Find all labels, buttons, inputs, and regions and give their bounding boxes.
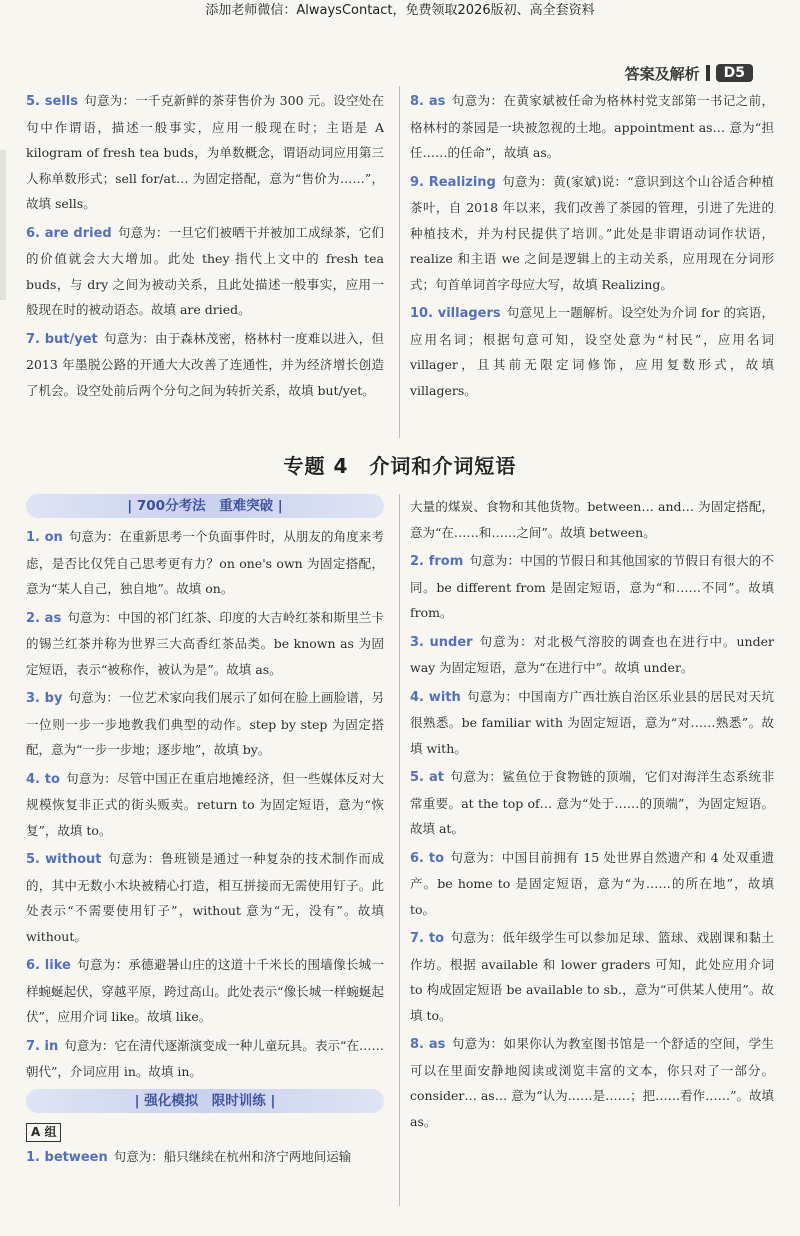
answer-text: 句意为：如果你认为教室图书馆是一个舒适的空间，学生可以在里面安静地阅读或浏览丰富的文本，你只对了一部分。consider… as… 意为“认为……是……；把……看作……”。故填 as。 bbox=[410, 1036, 774, 1129]
answer-number: 2. as bbox=[26, 610, 62, 626]
answer-text: 句意为：鲨鱼位于食物链的顶端，它们对海洋生态系统非常重要。at the top of… 意为“处于……的顶端”，为固定短语。故填 at。 bbox=[410, 769, 774, 836]
answer-text: 句意为：在重新思考一个负面事件时，从朋友的角度来考虑，是否比仅凭自己思考更有力？on one's own 为固定搭配，意为“某人自己，独自地”。故填 on。 bbox=[26, 529, 384, 596]
answer-text: 句意为：中国南方广西壮族自治区乐业县的居民对天坑很熟悉。be familiar with 为固定短语，意为“对……熟悉”。故填 with。 bbox=[410, 688, 774, 756]
column-divider-top bbox=[399, 86, 400, 438]
answer-number: 1. on bbox=[26, 530, 63, 545]
page-edge-shadow bbox=[0, 150, 6, 300]
answer-item bbox=[410, 925, 774, 1028]
answer-item bbox=[26, 1144, 384, 1171]
section-band-key-points: | 700分考法 重难突破 | bbox=[26, 494, 384, 518]
answer-number: 3. by bbox=[26, 691, 63, 706]
top-left-column bbox=[26, 88, 384, 406]
answer-item bbox=[410, 764, 774, 842]
answer-text: 句意为：一旦它们被晒干并被加工成绿茶，它们的价值就会大大增加。此处 they 指代上文中的 fresh tea buds，与 dry 之间为被动关系，且此处描述一般事实，应用一般现在时的被动语态。故填 are dried。 bbox=[26, 224, 384, 317]
answer-text: 句意为：低年级学生可以参加足球、篮球、戏剧课和黏土作坊。根据 available 和 lower graders 可知，此处应用介词 to 构成固定短语 be available to sb.，意为“可供某人使用”。故填 to。 bbox=[410, 930, 774, 1023]
page-badge: D5 bbox=[716, 64, 753, 82]
header-title: 答案及解析 bbox=[624, 64, 700, 83]
answer-item bbox=[410, 300, 774, 403]
answer-item bbox=[26, 605, 384, 683]
answer-item bbox=[410, 494, 774, 545]
answer-item bbox=[26, 326, 384, 404]
answer-number: 8. as bbox=[410, 1037, 446, 1052]
answer-item bbox=[26, 220, 384, 323]
page-header bbox=[625, 62, 753, 84]
answer-text: 句意为：鲁班锁是通过一种复杂的技术制作而成的，其中无数小木块被精心打造，相互拼接而无需使用钉子。此处表示“不需要使用钉子”，without 意为“无，没有”。故填 without。 bbox=[26, 851, 384, 944]
answer-text: 大量的煤炭、食物和其他货物。between… and… 为固定搭配，意为“在……和……之间”。故填 between。 bbox=[410, 499, 774, 540]
answer-number: 7. to bbox=[410, 931, 445, 946]
answer-item bbox=[26, 685, 384, 763]
answer-number: 7. in bbox=[26, 1038, 59, 1054]
answer-number: 4. with bbox=[410, 689, 461, 705]
answer-item bbox=[410, 169, 774, 298]
group-label: A 组 bbox=[26, 1123, 61, 1142]
answer-text: 句意为：在黄家斌被任命为格林村党支部第一书记之前，格林村的茶园是一块被忽视的土地。appointment as… 意为“担任……的任命”，故填 as。 bbox=[410, 93, 774, 160]
answer-item bbox=[26, 88, 384, 217]
answer-number: 5. without bbox=[26, 852, 102, 867]
answer-number: 5. sells bbox=[26, 94, 78, 109]
answer-item bbox=[410, 88, 774, 166]
bottom-left-column bbox=[26, 494, 384, 1174]
column-divider-bottom bbox=[399, 494, 400, 1206]
answer-number: 10. villagers bbox=[410, 306, 501, 321]
answer-item bbox=[26, 524, 384, 602]
answer-text: 句意为：承德避暑山庄的这道十千米长的围墙像长城一样蜿蜒起伏，穿越平原，跨过高山。此处表示“像长城一样蜿蜒起伏”，应用介词 like。故填 like。 bbox=[26, 957, 384, 1024]
answer-item bbox=[410, 629, 774, 681]
answer-item bbox=[26, 952, 384, 1030]
answer-item bbox=[410, 1031, 774, 1134]
answer-text: 句意为：由于森林茂密，格林村一度难以进入，但 2013 年墨脱公路的开通大大改善了连通性，并为经济增长创造了机会。设空处前后两个分句之间为转折关系，故填 but/yet。 bbox=[26, 330, 384, 398]
answer-text: 句意为：尽管中国正在重启地摊经济，但一些媒体反对大规模恢复非正式的街头贩卖。return to 为固定短语，意为“恢复”，故填 to。 bbox=[26, 770, 384, 838]
answer-text: 句意为：它在清代逐渐演变成一种儿童玩具。表示“在……朝代”，介词应用 in。故填 in。 bbox=[26, 1037, 384, 1079]
answer-text: 句意见上一题解析。设空处为介词 for 的宾语，应用名词；根据句意可知，设空处意为“村民”，应用名词 villager，且其前无限定词修饰，应用复数形式，故填 villagers。 bbox=[410, 305, 774, 398]
top-right-column bbox=[410, 88, 774, 406]
answer-text: 句意为：对北极气溶胶的调查也在进行中。under way 为固定短语，意为“在进行中”。故填 under。 bbox=[410, 633, 774, 675]
answer-number: 6. are dried bbox=[26, 225, 112, 241]
answer-item bbox=[410, 548, 774, 626]
answer-text: 句意为：黄(家斌)说：“意识到这个山谷适合种植茶叶，自 2018 年以来，我们改善了茶园的管理，引进了先进的种植技术，并为村民提供了培训。”此处是非谓语动词作状语，realize 和主语 we 之间是逻辑上的主动关系，应用现在分词形式；句首单词首字母应大写，故填 Realizing。 bbox=[410, 173, 774, 292]
answer-number: 6. like bbox=[26, 958, 71, 973]
answer-number: 5. at bbox=[410, 770, 444, 785]
answer-item bbox=[26, 846, 384, 949]
answer-text: 句意为：中国的祁门红茶、印度的大吉岭红茶和斯里兰卡的锡兰红茶并称为世界三大高香红茶品类。be known as 为固定短语，表示“被称作，被认为是”。故填 as。 bbox=[26, 609, 384, 677]
answer-item bbox=[26, 1033, 384, 1085]
answer-number: 6. to bbox=[410, 850, 445, 866]
section-band-practice: | 强化模拟 限时训练 | bbox=[26, 1089, 384, 1113]
answer-number: 2. from bbox=[410, 554, 464, 569]
answer-number: 4. to bbox=[26, 771, 60, 787]
header-divider bbox=[706, 65, 710, 81]
answer-item bbox=[26, 766, 384, 844]
answer-text: 句意为：中国的节假日和其他国家的节假日有很大的不同。be different from 是固定短语，意为“和……不同”。故填 from。 bbox=[410, 553, 774, 620]
answer-item bbox=[410, 684, 774, 762]
answer-item bbox=[410, 845, 774, 923]
answer-text: 句意为：船只继续在杭州和济宁两地间运输 bbox=[113, 1149, 352, 1164]
answer-number: 7. but/yet bbox=[26, 331, 98, 347]
top-banner: 添加老师微信：AlwaysContact，免费领取2026版初、高全套资料 bbox=[205, 3, 595, 18]
answer-number: 3. under bbox=[410, 634, 473, 650]
answer-text: 句意为：中国目前拥有 15 处世界自然遗产和 4 处双重遗产。be home to 是固定短语，意为“为……的所在地”，故填 to。 bbox=[410, 849, 774, 917]
section-title: 专题 4 介词和介词短语 bbox=[283, 454, 517, 478]
bottom-right-column bbox=[410, 494, 774, 1137]
answer-number: 8. as bbox=[410, 94, 446, 109]
answer-number: 9. Realizing bbox=[410, 174, 496, 190]
answer-text: 句意为：一位艺术家向我们展示了如何在脸上画脸谱，另一位则一步一步地教我们典型的动作。step by step 为固定搭配，意为“一步一步地；逐步地”，故填 by。 bbox=[26, 690, 384, 757]
answer-number: 1. between bbox=[26, 1150, 108, 1165]
answer-text: 句意为：一千克新鲜的茶芽售价为 300 元。设空处在句中作谓语，描述一般事实，应用一般现在时；主语是 A kilogram of fresh tea buds，为单数概念，谓语动词应用第三人称单数形式；sell for/at… 为固定搭配，意为“售价为……”，故填 sells。 bbox=[26, 93, 384, 211]
